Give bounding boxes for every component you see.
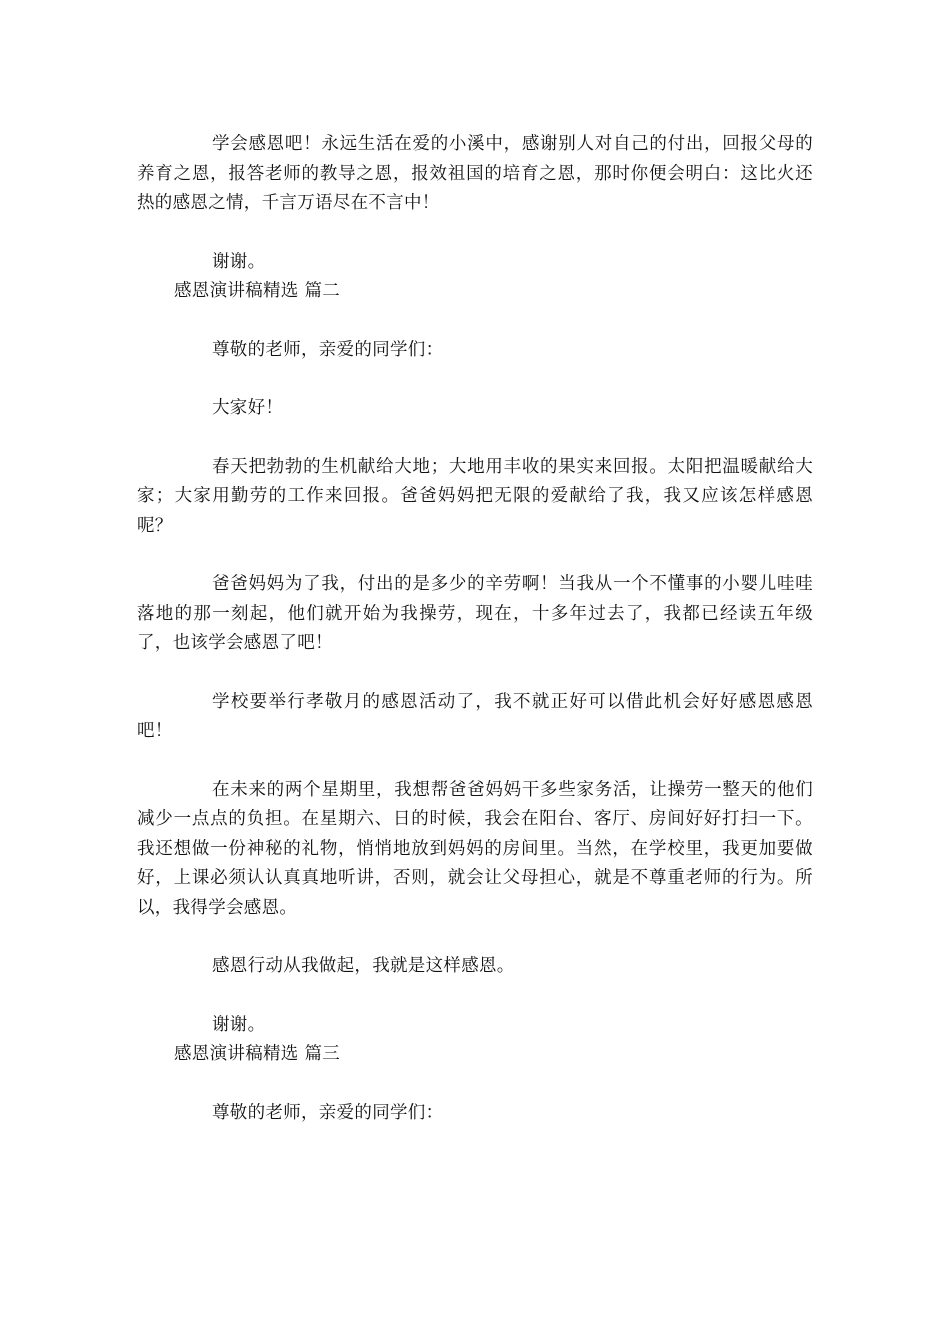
section-heading-3: 感恩演讲稿精选 篇三 — [174, 1044, 341, 1064]
paragraph-spring: 春天把勃勃的生机献给大地；大地用丰收的果实来回报。太阳把温暖献给大家；大家用勤劳的工作来回报。爸爸妈妈把无限的爱献给了我，我又应该怎样感恩呢？ — [137, 456, 813, 536]
document-page — [137, 130, 813, 1128]
paragraph-parents: 爸爸妈妈为了我，付出的是多少的辛劳啊！当我从一个不懂事的小婴儿哇哇落地的那一刻起，他们就开始为我操劳，现在，十多年过去了，我都已经读五年级了，也该学会感恩了吧！ — [137, 574, 813, 653]
paragraph-action: 感恩行动从我做起，我就是这样感恩。 — [212, 956, 515, 976]
paragraph-greeting: 大家好！ — [212, 398, 284, 418]
paragraph-salutation-2: 尊敬的老师，亲爱的同学们： — [212, 339, 444, 360]
paragraph-salutation-3: 尊敬的老师，亲爱的同学们： — [212, 1102, 444, 1123]
paragraph-school-activity: 学校要举行孝敬月的感恩活动了，我不就正好可以借此机会好好感恩感恩吧！ — [137, 691, 813, 741]
paragraph-gratitude-conclusion: 学会感恩吧！永远生活在爱的小溪中，感谢别人对自己的付出，回报父母的养育之恩，报答老师的教导之恩，报效祖国的培育之恩，那时你便会明白：这比火还热的感恩之情，千言万语尽在不言中！ — [137, 134, 813, 213]
paragraph-thanks-1: 谢谢。 — [212, 251, 266, 272]
section-heading-2: 感恩演讲稿精选 篇二 — [174, 281, 341, 301]
paragraph-plans: 在未来的两个星期里，我想帮爸爸妈妈干多些家务活，让操劳一整天的他们减少一点点的负担。在星期六、日的时候，我会在阳台、客厅、房间好好打扫一下。我还想做一份神秘的礼物，悄悄地放到妈妈的房间里。当然，在学校里，我更加要做好，上课必须认认真真地听讲，否则，就会让父母担心，就是不尊重老师的行为。所以，我得学会感恩。 — [137, 779, 813, 918]
paragraph-thanks-2: 谢谢。 — [212, 1014, 266, 1035]
